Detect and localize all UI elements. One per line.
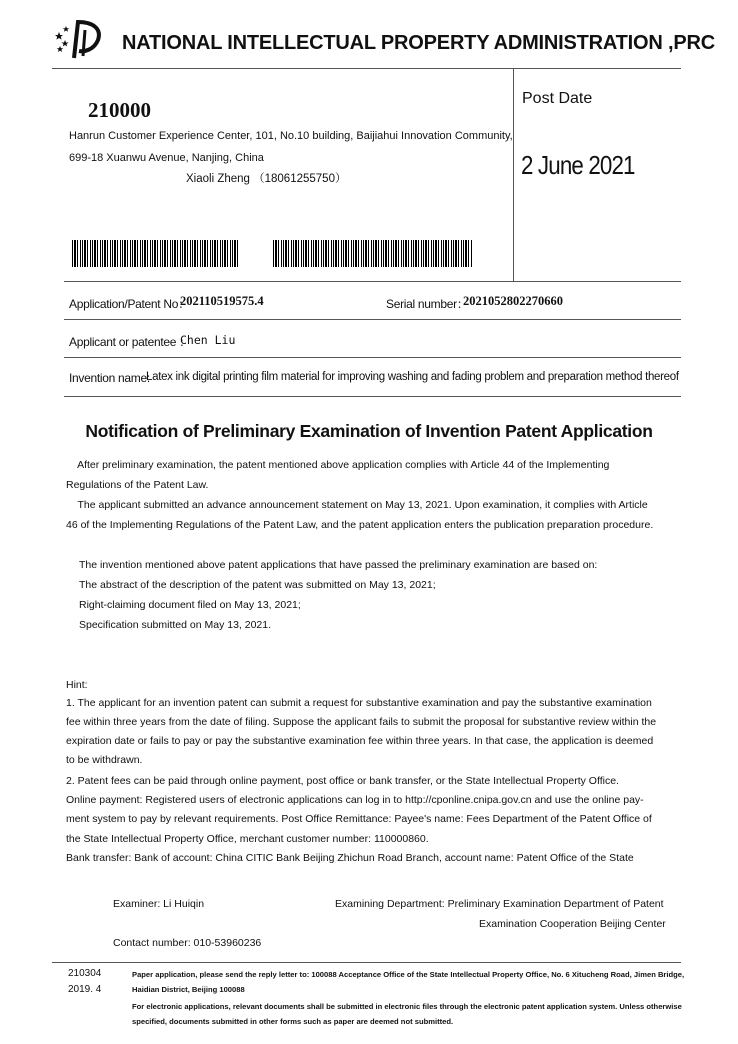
address-divider	[64, 281, 681, 282]
basis-intro: The invention mentioned above patent applications that have passed the preliminary examination are based on:	[79, 559, 598, 571]
hint-line: Online payment: Registered users of electronic applications can log in to http://cponline.cnipa.gov.cn and use the online pay-	[66, 794, 644, 806]
examiner-name: Examiner: Li Huiqin	[113, 898, 205, 910]
serial-number-label: Serial number：	[386, 297, 469, 311]
header-divider	[52, 68, 681, 69]
invention-name-value: Latex ink digital printing film material for improving washing and fading problem and preparation method thereof	[146, 371, 679, 383]
post-date-divider	[513, 69, 514, 281]
postal-code: 210000	[88, 98, 151, 122]
application-number-value: 202110519575.4	[180, 294, 264, 308]
hint-line: fee within three years from the date of filing. Suppose the applicant fails to submit the proposal for substantive review within the	[66, 716, 657, 728]
hint-line: ment system to pay by relevant requirements. Post Office Remittance: Payee's name: Fees Department of the Patent Office of	[66, 813, 652, 825]
barcode-icon	[72, 240, 240, 267]
examining-department-line-2: Examination Cooperation Beijing Center	[479, 918, 666, 930]
basis-item: The abstract of the description of the patent was submitted on May 13, 2021;	[79, 579, 436, 591]
post-date-label: Post Date	[522, 90, 593, 107]
footer-divider	[52, 962, 681, 963]
paragraph-line: The applicant submitted an advance announcement statement on May 13, 2021. Upon examination, it complies with Article	[66, 499, 648, 511]
post-date-value: 2 June 2021	[521, 150, 635, 180]
applicant-value: Chen Liu	[180, 333, 236, 347]
footer-note: For electronic applications, relevant documents shall be submitted in electronic files through the electronic patent application system. Unless otherwise	[132, 1002, 682, 1011]
hint-line: to be withdrawn.	[66, 754, 143, 766]
invention-name-label: Invention name:	[69, 371, 150, 385]
cnipa-logo-icon	[52, 18, 110, 60]
row-divider	[64, 319, 681, 320]
hint-line: Bank transfer: Bank of account: China CITIC Bank Beijing Zhichun Road Branch, account name: Patent Office of the State	[66, 852, 634, 864]
serial-number-value: 2021052802270660	[463, 294, 563, 308]
basis-item: Specification submitted on May 13, 2021.	[79, 619, 272, 631]
hint-line: expiration date or fails to pay or pay the substantive examination fee within three years. In that case, the application is deemed	[66, 735, 654, 747]
hint-line: the State Intellectual Property Office, merchant customer number: 110000860.	[66, 833, 429, 845]
footer-note: specified, documents submitted in other forms such as paper are deemed not submitted.	[132, 1017, 454, 1026]
examining-department-line-1: Examining Department: Preliminary Examination Department of Patent	[335, 898, 664, 910]
hint-label: Hint:	[66, 679, 88, 691]
hint-line: 2. Patent fees can be paid through online payment, post office or bank transfer, or the State Intellectual Property Office.	[66, 775, 619, 787]
row-divider	[64, 396, 681, 397]
paragraph-line: Regulations of the Patent Law.	[66, 479, 209, 491]
barcode-icon	[273, 240, 473, 267]
recipient-name: Xiaoli Zheng （18061255750）	[186, 173, 347, 185]
form-version: 2019. 4	[68, 984, 102, 995]
contact-number: Contact number: 010-53960236	[113, 937, 262, 949]
address-line-2: 699-18 Xuanwu Avenue, Nanjing, China	[69, 152, 264, 164]
applicant-label: Applicant or patentee ：	[69, 335, 191, 349]
application-number-label: Application/Patent No：	[69, 297, 190, 311]
header-title: NATIONAL INTELLECTUAL PROPERTY ADMINISTRATION ,PRC	[122, 32, 715, 54]
row-divider	[64, 357, 681, 358]
form-code: 210304	[68, 968, 102, 979]
footer-note: Haidian District, Beijing 100088	[132, 985, 245, 994]
paragraph-line: After preliminary examination, the patent mentioned above application complies with Article 44 of the Implementing	[66, 459, 610, 471]
footer-note: Paper application, please send the reply letter to: 100088 Acceptance Office of the State Intellectual Property Office, No. 6 Xitucheng Road, Jimen Bridge,	[132, 970, 685, 979]
address-line-1: Hanrun Customer Experience Center, 101, No.10 building, Baijiahui Innovation Community,	[69, 130, 513, 142]
basis-item: Right-claiming document filed on May 13, 2021;	[79, 599, 301, 611]
hint-line: 1. The applicant for an invention patent can submit a request for substantive examination and pay the substantive examination	[66, 697, 652, 709]
notice-title: Notification of Preliminary Examination of Invention Patent Application	[85, 421, 653, 441]
paragraph-line: 46 of the Implementing Regulations of the Patent Law, and the patent application enters the publication preparation procedure.	[66, 519, 654, 531]
